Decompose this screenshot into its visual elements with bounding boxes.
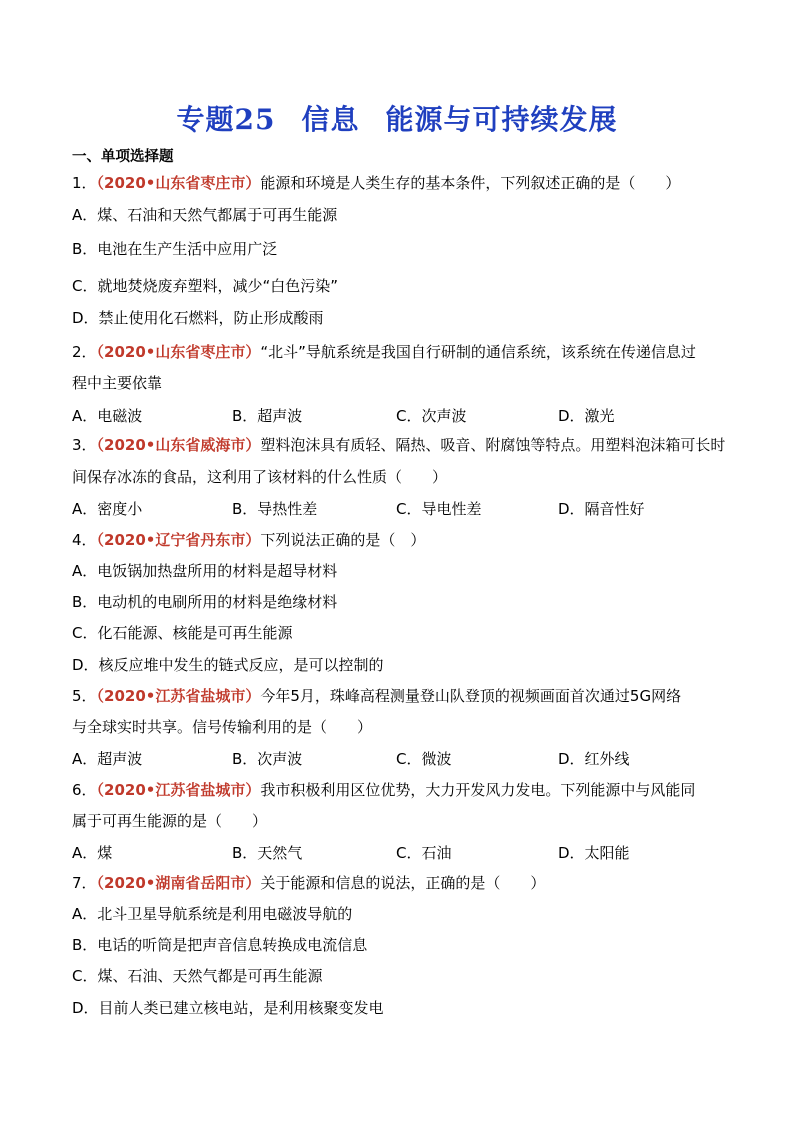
option-a: A．超声波 (72, 750, 143, 768)
question-text: 今年5月，珠峰高程测量登山队登顶的视频画面首次通过5G网络 (260, 687, 682, 705)
question-5-stem (72, 686, 732, 706)
option-a: A．密度小 (72, 500, 143, 518)
question-6-stem-cont: 属于可再生能源的是（ ） (72, 812, 268, 830)
option-c: C．次声波 (396, 407, 467, 425)
title-info: 信息 (301, 103, 360, 136)
option-c: C．微波 (396, 750, 452, 768)
option-d: D．核反应堆中发生的链式反应，是可以控制的 (72, 656, 384, 674)
question-number: 4． (72, 531, 97, 549)
question-source: （2020•湖南省岳阳市） (96, 874, 261, 892)
option-d: D．太阳能 (558, 844, 630, 862)
option-b: B．导热性差 (232, 500, 318, 518)
question-3-stem (72, 435, 732, 455)
option-c: C．煤、石油、天然气都是可再生能源 (72, 967, 323, 985)
question-text: 下列说法正确的是（ ） (260, 531, 426, 549)
option-c: C．石油 (396, 844, 452, 862)
question-text: 能源和环境是人类生存的基本条件，下列叙述正确的是（ ） (260, 174, 681, 192)
question-source: （2020•江苏省盐城市） (96, 781, 261, 799)
question-1-stem (72, 173, 732, 193)
option-a: A．煤、石油和天然气都属于可再生能源 (72, 206, 338, 224)
question-7-stem (72, 873, 732, 893)
option-a: A．电磁波 (72, 407, 143, 425)
option-c: C．化石能源、核能是可再生能源 (72, 624, 293, 642)
question-3-options (72, 498, 732, 518)
option-b: B．次声波 (232, 750, 303, 768)
question-6-options (72, 842, 732, 862)
option-b: B．电动机的电刷所用的材料是绝缘材料 (72, 593, 338, 611)
option-a: A．煤 (72, 844, 113, 862)
option-d: D．激光 (558, 407, 615, 425)
question-text: 关于能源和信息的说法，正确的是（ ） (260, 874, 546, 892)
option-d: D．禁止使用化石燃料，防止形成酸雨 (72, 309, 324, 327)
page-title (0, 98, 794, 138)
option-d: D．红外线 (558, 750, 630, 768)
option-b: B．天然气 (232, 844, 303, 862)
question-number: 3． (72, 436, 97, 454)
question-number: 7． (72, 874, 97, 892)
section-heading: 一、单项选择题 (72, 149, 174, 165)
question-text: 我市积极利用区位优势，大力开发风力发电。下列能源中与风能同 (260, 781, 696, 799)
question-source: （2020•山东省威海市） (96, 436, 261, 454)
title-energy: 能源与可持续发展 (385, 103, 618, 136)
question-5-options (72, 748, 732, 768)
question-6-stem (72, 780, 732, 800)
option-a: A．电饭锅加热盘所用的材料是超导材料 (72, 562, 338, 580)
question-4-stem (72, 530, 732, 550)
question-text: “北斗”导航系统是我国自行研制的通信系统，该系统在传递信息过 (260, 343, 696, 361)
title-topic: 专题25 (176, 103, 276, 136)
option-b: B．电池在生产生活中应用广泛 (72, 240, 278, 258)
question-2-options (72, 405, 732, 425)
question-text: 塑料泡沫具有质轻、隔热、吸音、附腐蚀等特点。用塑料泡沫箱可长时 (260, 436, 726, 454)
option-c: C．导电性差 (396, 500, 482, 518)
question-source: （2020•江苏省盐城市） (96, 687, 261, 705)
question-number: 6． (72, 781, 97, 799)
option-d: D．隔音性好 (558, 500, 645, 518)
option-b: B．电话的听筒是把声音信息转换成电流信息 (72, 936, 368, 954)
option-d: D．目前人类已建立核电站，是利用核聚变发电 (72, 999, 384, 1017)
question-source: （2020•山东省枣庄市） (96, 174, 261, 192)
question-5-stem-cont: 与全球实时共享。信号传输利用的是（ ） (72, 718, 373, 736)
option-a: A．北斗卫星导航系统是利用电磁波导航的 (72, 905, 353, 923)
question-source: （2020•辽宁省丹东市） (96, 531, 261, 549)
option-c: C．就地焚烧废弃塑料，减少“白色污染” (72, 277, 339, 295)
question-number: 5． (72, 687, 97, 705)
question-number: 2． (72, 343, 97, 361)
question-2-stem-cont: 程中主要依靠 (72, 374, 163, 392)
question-3-stem-cont: 间保存冰冻的食品，这利用了该材料的什么性质（ ） (72, 468, 448, 486)
option-b: B．超声波 (232, 407, 303, 425)
question-source: （2020•山东省枣庄市） (96, 343, 261, 361)
question-2-stem (72, 342, 732, 362)
question-number: 1． (72, 174, 97, 192)
